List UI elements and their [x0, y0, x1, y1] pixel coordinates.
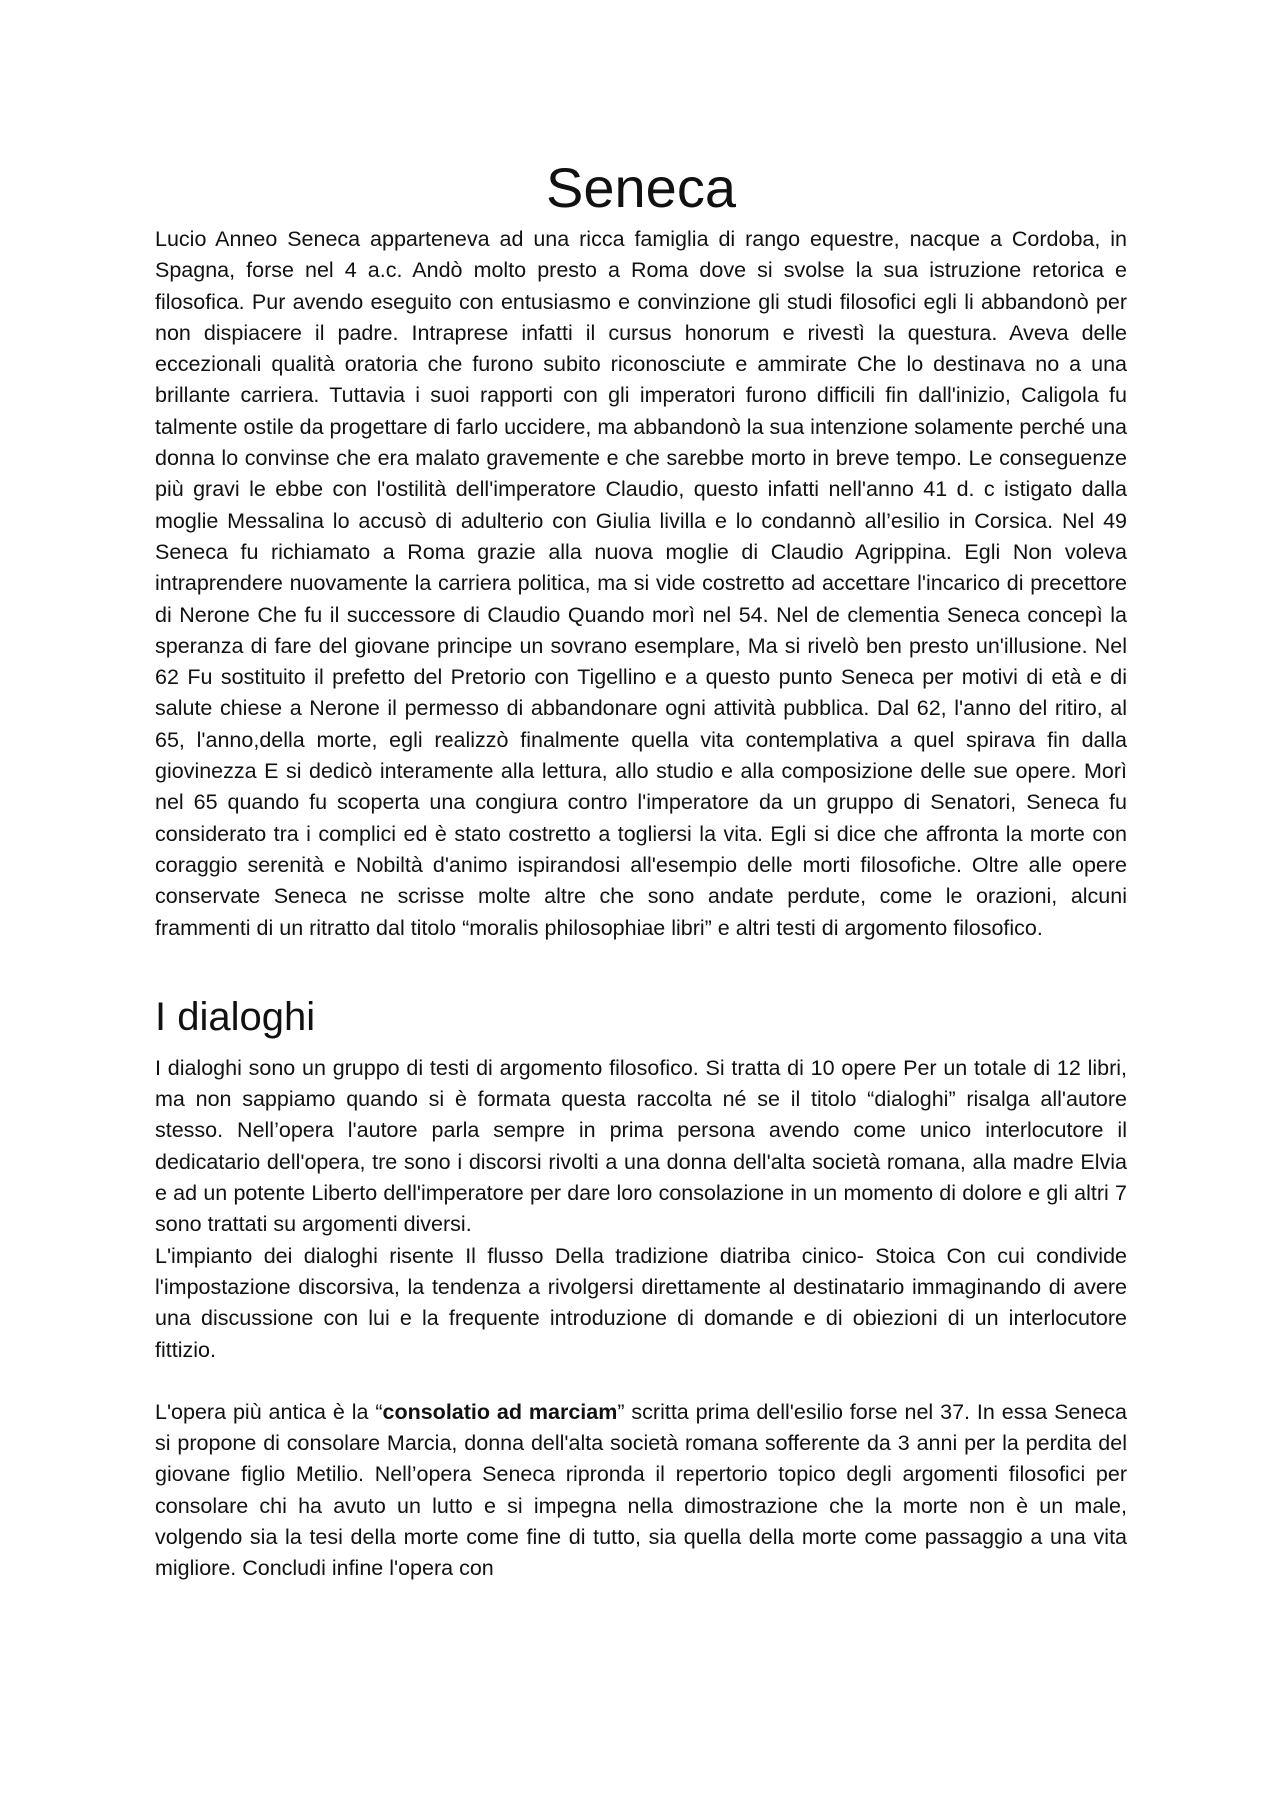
- marcia-work-title: consolatio ad marciam: [382, 1399, 618, 1424]
- section-heading-dialoghi: I dialoghi: [155, 994, 316, 1039]
- dialoghi-paragraph-1: I dialoghi sono un gruppo di testi di argomento filosofico. Si tratta di 10 opere Per un totale di 12 libri, ma non sappiamo quando si è formata questa raccolta né se il titolo “dialoghi” risalga all'autore stesso. Nell’opera l'autore parla sempre in prima persona avendo come unico interlocutore il dedicatario dell'opera, tre sono i discorsi rivolti a una donna dell'alta società romana, alla madre Elvia e ad un potente Liberto dell'imperatore per dare loro consolazione in un momento di dolore e gli altri 7 sono trattati su argomenti diversi.: [155, 1055, 1127, 1237]
- document-page: [155, 152, 1127, 1585]
- dialoghi-paragraph-2: L'impianto dei dialoghi risente Il flusso Della tradizione diatriba cinico- Stoica Con cui condivide l'impostazione discorsiva, la tendenza a rivolgersi direttamente al destinatario immaginando di avere una discussione con lui e la frequente introduzione di domande e di obiezioni di un interlocutore fittizio.: [155, 1243, 1127, 1362]
- marcia-paragraph: [155, 1397, 1127, 1585]
- document-title: Seneca: [546, 156, 736, 219]
- marcia-paragraph-lead: L'opera più antica è la “: [155, 1399, 383, 1424]
- intro-paragraph: Lucio Anneo Seneca apparteneva ad una ricca famiglia di rango equestre, nacque a Cordoba, in Spagna, forse nel 4 a.c. Andò molto presto a Roma dove si svolse la sua istruzione retorica e filosofica. Pur avendo eseguito con entusiasmo e convinzione gli studi filosofici egli li abbandonò per non dispiacere il padre. Intraprese infatti il cursus honorum e rivestì la questura. Aveva delle eccezionali qualità oratoria che furono subito riconosciute e ammirate Che lo destinava no a una brillante carriera. Tuttavia i suoi rapporti con gli imperatori furono difficili fin dall'inizio, Caligola fu talmente ostile da progettare di farlo uccidere, ma abbandonò la sua intenzione solamente perché una donna lo convinse che era malato gravemente e che sarebbe morto in breve tempo. Le conseguenze più gravi le ebbe con l'ostilità dell'imperatore Claudio, questo infatti nell'anno 41 d. c istigato dalla moglie Messalina lo accusò di adulterio con Giulia livilla e lo condannò all’esilio in Corsica. Nel 49 Seneca fu richiamato a Roma grazie alla nuova moglie di Claudio Agrippina. Egli Non voleva intraprendere nuovamente la carriera politica, ma si vide costretto ad accettare l'incarico di precettore di Nerone Che fu il successore di Claudio Quando morì nel 54. Nel de clementia Seneca concepì la speranza di fare del giovane principe un sovrano esemplare, Ma si rivelò ben presto un'illusione. Nel 62 Fu sostituito il prefetto del Pretorio con Tigellino e a questo punto Seneca per motivi di età e di salute chiese a Nerone il permesso di abbandonare ogni attività pubblica. Dal 62, l'anno del ritiro, al 65, l'anno,della morte, egli realizzò finalmente quella vita contemplativa a quel spirava fin dalla giovinezza E si dedicò interamente alla lettura, allo studio e alla composizione delle sue opere. Morì nel 65 quando fu scoperta una congiura contro l'imperatore da un gruppo di Senatori, Seneca fu considerato tra i complici ed è stato costretto a togliersi la vita. Egli si dice che affronta la morte con coraggio serenità e Nobiltà d'animo ispirandosi all'esempio delle morti filosofiche. Oltre alle opere conservate Seneca ne scrisse molte altre che sono andate perdute, come le orazioni, alcuni frammenti di un ritratto dal titolo “moralis philosophiae libri” e altri testi di argomento filosofico.: [155, 227, 1127, 940]
- paragraph-spacer: [155, 1366, 1127, 1397]
- marcia-paragraph-rest: ” scritta prima dell'esilio forse nel 37. In essa Seneca si propone di consolare Marcia, donna dell'alta società romana sofferente da 3 anni per la perdita del giovane figlio Metilio. Nell’opera Seneca ripronda il repertorio topico degli argomenti filosofici per consolare chi ha avuto un lutto e si impegna nella dimostrazione che la morte non è un male, volgendo sia la tesi della morte come fine di tutto, sia quella della morte come passaggio a una vita migliore. Concludi infine l'opera con: [155, 1399, 1127, 1581]
